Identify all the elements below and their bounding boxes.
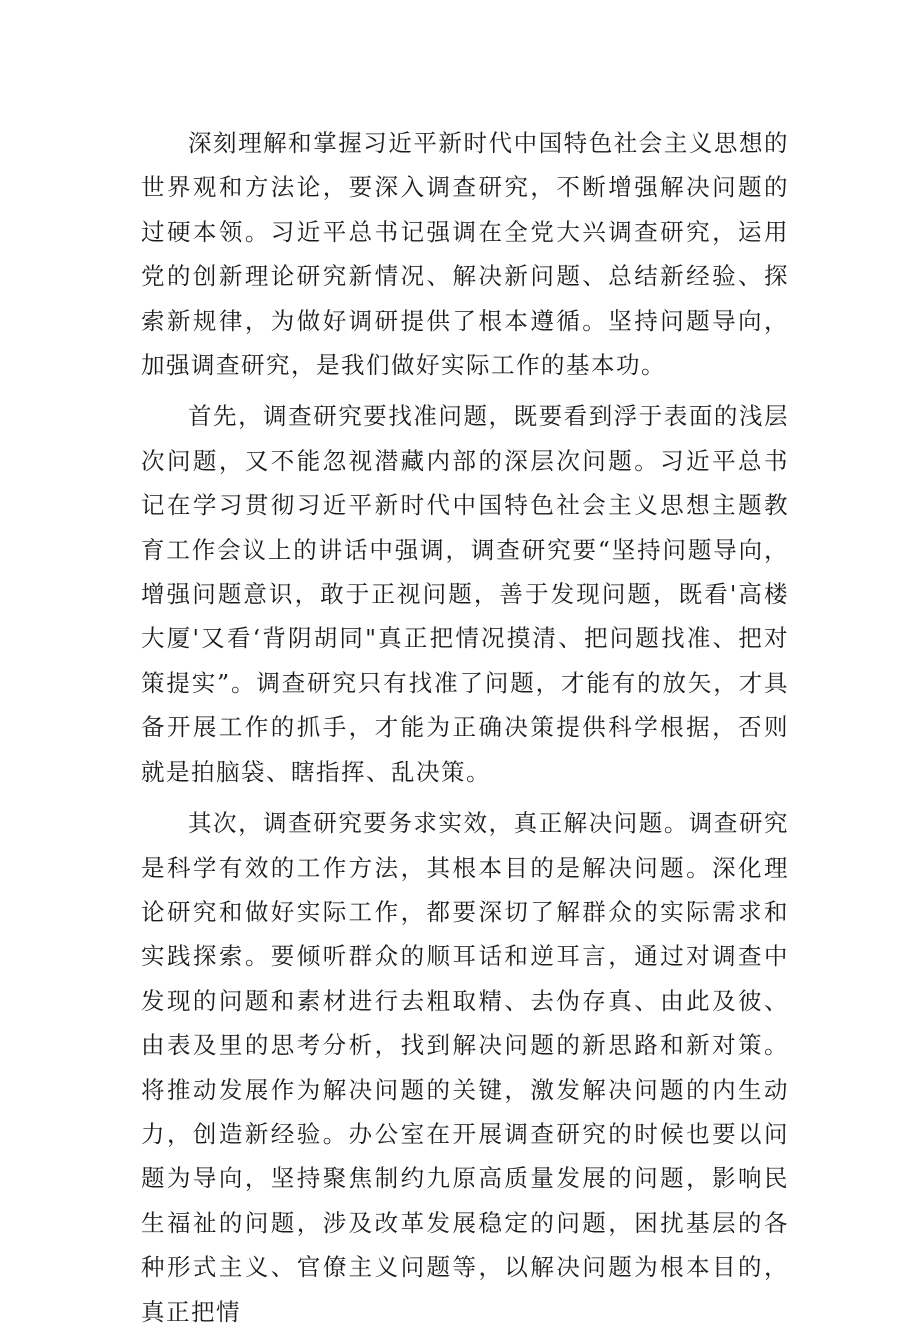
paragraph-2: 首先，调查研究要找准问题，既要看到浮于表面的浅层次问题，又不能忽视潜藏内部的深层次问题。习近平总书记在学习贯彻习近平新时代中国特色社会主义思想主题教育工作会议上的讲话中强调，调查研究要“坚持问题导向，增强问题意识，敢于正视问题，善于发现问题，既看'高楼大厦'又看‘背阴胡同"真正把情况摸清、把问题找准、把对策提实”。调查研究只有找准了问题，才能有的放矢，才具备开展工作的抓手，才能为正确决策提供科学根据，否则就是拍脑袋、瞎指挥、乱决策。 [141,402,789,786]
paragraph-1: 深刻理解和掌握习近平新时代中国特色社会主义思想的世界观和方法论，要深入调查研究，不断增强解决问题的过硬本领。习近平总书记强调在全党大兴调查研究，运用党的创新理论研究新情况、解决新问题、总结新经验、探索新规律，为做好调研提供了根本遵循。坚持问题导向，加强调查研究，是我们做好实际工作的基本功。 [141,129,789,380]
paragraph-3: 其次，调查研究要务求实效，真正解决问题。调查研究是科学有效的工作方法，其根本目的是解决问题。深化理论研究和做好实际工作，都要深切了解群众的实际需求和实践探索。要倾听群众的顺耳话和逆耳言，通过对调查中发现的问题和素材进行去粗取精、去伪存真、由此及彼、由表及里的思考分析，找到解决问题的新思路和新对策。将推动发展作为解决问题的关键，激发解决问题的内生动力，创造新经验。办公室在开展调查研究的时候也要以问题为导向，坚持聚焦制约九原高质量发展的问题，影响民生福祉的问题，涉及改革发展稳定的问题，困扰基层的各种形式主义、官僚主义问题等，以解决问题为根本目的，真正把情 [141,809,789,1326]
document-body [141,121,789,1341]
